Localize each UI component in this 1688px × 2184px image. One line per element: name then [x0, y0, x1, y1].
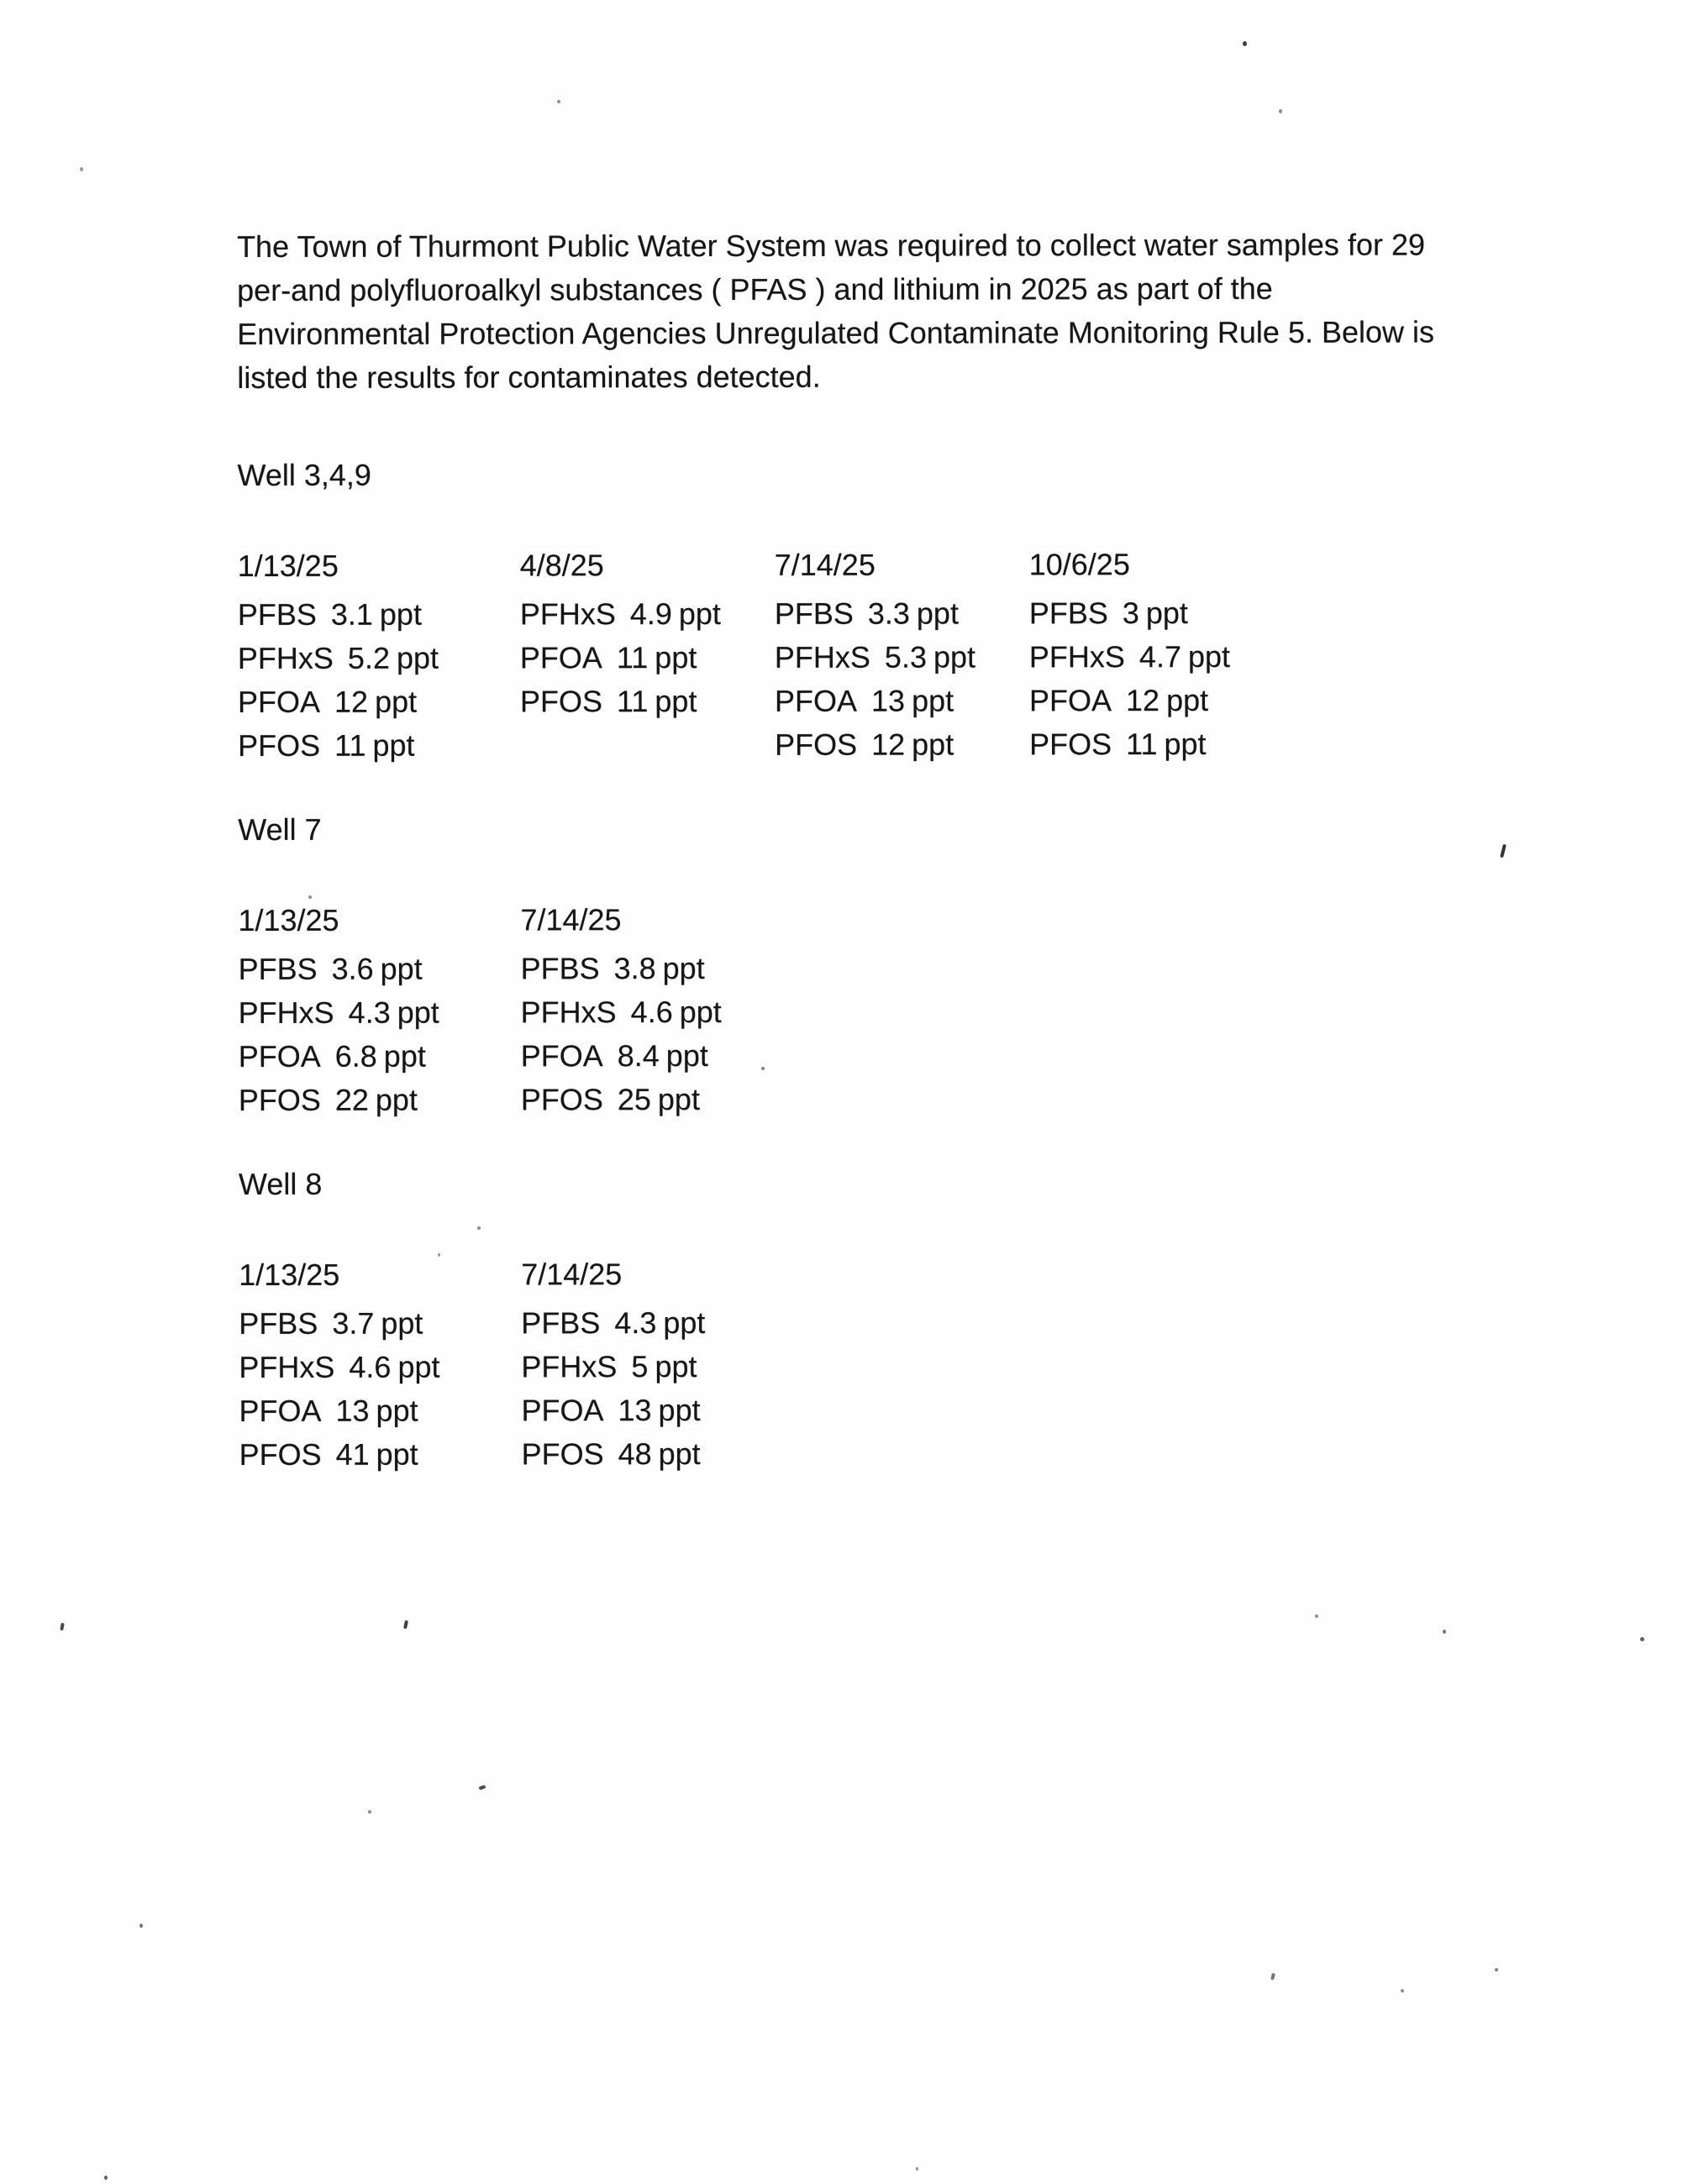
analyte-unit: ppt	[663, 1305, 706, 1341]
analyte-unit: ppt	[379, 596, 422, 632]
result-row	[1029, 679, 1284, 723]
sample-column	[1029, 543, 1284, 767]
analyte-name: PFBS	[520, 951, 600, 986]
analyte-unit: ppt	[912, 683, 954, 718]
analyte-name: PFOA	[520, 1038, 603, 1074]
sample-columns	[238, 542, 1498, 768]
analyte-name: PFHxS	[239, 1349, 335, 1384]
analyte-value: 5	[631, 1349, 649, 1384]
analyte-name: PFOA	[238, 1038, 321, 1074]
analyte-value: 4.9	[629, 596, 672, 632]
analyte-name: PFBS	[238, 951, 318, 986]
analyte-value: 11	[616, 640, 649, 675]
analyte-unit: ppt	[380, 951, 423, 986]
analyte-name: PFHxS	[237, 640, 334, 675]
result-row	[775, 722, 1029, 767]
analyte-unit: ppt	[655, 640, 697, 675]
scan-speck	[479, 1785, 486, 1790]
analyte-value: 3.3	[867, 596, 910, 631]
scan-speck	[1243, 41, 1247, 46]
analyte-unit: ppt	[381, 1305, 423, 1341]
scan-speck	[477, 1226, 481, 1230]
analyte-value: 3.7	[332, 1305, 375, 1341]
analyte-unit: ppt	[655, 684, 697, 719]
result-row	[521, 947, 776, 991]
scan-speck	[557, 100, 560, 103]
analyte-name: PFOA	[774, 683, 858, 718]
result-row	[239, 990, 521, 1035]
scan-speck	[80, 167, 83, 171]
analyte-value: 25	[617, 1082, 651, 1117]
analyte-unit: ppt	[912, 727, 954, 762]
analyte-value: 4.6	[630, 995, 673, 1030]
analyte-name: PFOS	[238, 1082, 321, 1117]
sample-date: 4/8/25	[519, 548, 604, 583]
analyte-unit: ppt	[1166, 682, 1209, 718]
analyte-value: 12	[334, 684, 369, 719]
analyte-name: PFBS	[774, 596, 854, 631]
analyte-value: 4.7	[1138, 639, 1181, 675]
scan-speck	[308, 895, 312, 899]
analyte-unit: ppt	[679, 994, 722, 1030]
analyte-name: PFOS	[521, 1436, 604, 1472]
intro-line: per-and polyfluoroalkyl substances ( PFAS ) and lithium in 2025 as part of the	[237, 270, 1273, 307]
analyte-value: 22	[334, 1082, 369, 1117]
result-row	[520, 592, 775, 637]
sample-columns	[238, 896, 1498, 1122]
sample-date: 7/14/25	[520, 902, 622, 937]
analyte-unit: ppt	[658, 1393, 701, 1428]
result-row	[1029, 635, 1284, 680]
well-section-8	[239, 1160, 1500, 1477]
scan-speck	[104, 2176, 108, 2180]
analyte-unit: ppt	[397, 1349, 440, 1384]
scan-speck	[1315, 1614, 1318, 1618]
analyte-name: PFOS	[775, 727, 858, 762]
analyte-value: 4.3	[614, 1305, 657, 1341]
result-row	[239, 1432, 522, 1477]
scan-speck	[1443, 1630, 1446, 1634]
analyte-name: PFOA	[237, 684, 321, 719]
scan-speck	[139, 1924, 143, 1928]
analyte-name: PFBS	[237, 596, 317, 632]
sample-columns	[239, 1251, 1499, 1477]
result-row	[775, 679, 1029, 723]
result-row	[520, 636, 775, 680]
analyte-name: PFBS	[1028, 596, 1108, 631]
intro-line: listed the results for contaminates detected.	[237, 359, 821, 395]
sample-date: 7/14/25	[521, 1257, 623, 1292]
analyte-unit: ppt	[376, 1393, 418, 1428]
analyte-name: PFBS	[521, 1305, 601, 1341]
analyte-value: 41	[335, 1436, 370, 1472]
analyte-value: 3.8	[613, 951, 656, 986]
result-row	[521, 990, 776, 1035]
result-row	[775, 635, 1029, 680]
analyte-value: 12	[1125, 683, 1160, 718]
analyte-value: 3.1	[330, 596, 373, 632]
analyte-name: PFHxS	[520, 995, 617, 1030]
result-row	[520, 680, 775, 724]
analyte-unit: ppt	[655, 1349, 697, 1384]
scan-speck	[916, 2167, 918, 2171]
analyte-value: 5.2	[347, 640, 390, 675]
sample-column	[775, 543, 1029, 767]
analyte-unit: ppt	[662, 951, 705, 986]
analyte-value: 11	[616, 684, 649, 719]
analyte-name: PFHxS	[521, 1349, 618, 1384]
sample-column	[238, 543, 520, 768]
analyte-name: PFOS	[239, 1436, 322, 1472]
analyte-value: 3	[1122, 596, 1139, 631]
sample-date: 1/13/25	[239, 1257, 340, 1292]
intro-line: The Town of Thurmont Public Water System was required to collect water samples for 29	[237, 227, 1426, 264]
intro-line: Environmental Protection Agencies Unregulated Contaminate Monitoring Rule 5. Below is	[237, 314, 1435, 351]
result-row	[521, 1078, 776, 1122]
result-row	[238, 592, 520, 637]
result-row	[238, 723, 520, 768]
sample-date: 1/13/25	[237, 548, 339, 583]
scan-speck	[1500, 844, 1507, 858]
analyte-value: 4.3	[348, 995, 391, 1030]
analyte-name: PFOS	[238, 727, 321, 763]
scan-speck	[479, 375, 481, 378]
analyte-unit: ppt	[376, 1436, 418, 1472]
analyte-value: 48	[618, 1436, 652, 1472]
result-row	[1029, 722, 1284, 767]
analyte-name: PFOS	[520, 1082, 603, 1117]
analyte-value: 3.6	[331, 951, 374, 986]
sample-date: 1/13/25	[238, 902, 339, 937]
analyte-name: PFOA	[519, 640, 602, 675]
analyte-name: PFOS	[519, 684, 603, 719]
analyte-name: PFOA	[1028, 683, 1112, 718]
result-row	[239, 1345, 521, 1389]
analyte-unit: ppt	[397, 995, 439, 1030]
result-row	[239, 1301, 521, 1346]
analyte-value: 6.8	[334, 1038, 377, 1074]
analyte-unit: ppt	[396, 640, 439, 675]
sample-column	[520, 898, 775, 1122]
scan-speck	[438, 1253, 440, 1257]
well-section-7	[238, 806, 1499, 1122]
result-row	[238, 636, 520, 680]
analyte-name: PFHxS	[774, 639, 870, 675]
analyte-unit: ppt	[1187, 638, 1231, 675]
analyte-name: PFBS	[239, 1305, 318, 1341]
well-title: Well 3,4,9	[237, 457, 371, 492]
result-row	[521, 1034, 776, 1079]
result-row	[239, 1034, 521, 1079]
scan-speck	[1279, 109, 1282, 113]
analyte-value: 13	[870, 683, 906, 718]
document-content	[237, 223, 1500, 1517]
analyte-unit: ppt	[916, 596, 959, 631]
sample-date: 7/14/25	[774, 547, 876, 582]
analyte-value: 11	[1126, 727, 1158, 762]
well-title: Well 8	[238, 1166, 323, 1201]
well-section-3-4-9	[237, 451, 1498, 768]
scan-speck	[1270, 1973, 1275, 1981]
result-row	[775, 591, 1029, 636]
scan-speck	[368, 1810, 371, 1814]
analyte-name: PFOS	[1029, 727, 1112, 762]
analyte-unit: ppt	[678, 596, 721, 632]
result-row	[238, 680, 520, 724]
scan-speck	[403, 1620, 408, 1630]
analyte-name: PFOA	[521, 1393, 604, 1428]
analyte-name: PFHxS	[1028, 639, 1125, 675]
scan-speck	[1640, 1637, 1644, 1641]
analyte-unit: ppt	[933, 639, 976, 675]
analyte-name: PFHxS	[519, 596, 616, 632]
analyte-name: PFHxS	[238, 995, 334, 1030]
analyte-unit: ppt	[375, 1082, 418, 1117]
analyte-value: 11	[334, 727, 366, 763]
analyte-unit: ppt	[1145, 596, 1188, 631]
sample-column	[238, 898, 520, 1122]
sample-column	[520, 543, 775, 724]
analyte-value: 5.3	[884, 639, 927, 675]
analyte-unit: ppt	[665, 1038, 708, 1074]
sample-date: 10/6/25	[1028, 547, 1130, 582]
analyte-value: 13	[618, 1393, 652, 1428]
result-row	[239, 1389, 521, 1433]
scan-speck	[60, 1623, 65, 1631]
result-row	[522, 1432, 776, 1477]
result-row	[239, 1078, 521, 1122]
result-row	[1029, 591, 1284, 636]
analyte-unit: ppt	[383, 1038, 426, 1074]
analyte-unit: ppt	[375, 684, 418, 719]
scan-speck	[1401, 1989, 1404, 1992]
analyte-unit: ppt	[657, 1082, 700, 1117]
intro-paragraph	[237, 223, 1497, 400]
scan-speck	[761, 1067, 765, 1070]
analyte-value: 4.6	[349, 1349, 392, 1384]
analyte-value: 8.4	[617, 1038, 660, 1074]
analyte-value: 13	[335, 1393, 370, 1428]
result-row	[521, 1345, 776, 1389]
result-row	[521, 1301, 776, 1346]
sample-column	[521, 1252, 776, 1477]
analyte-unit: ppt	[658, 1436, 701, 1472]
analyte-unit: ppt	[372, 727, 415, 763]
analyte-value: 12	[871, 727, 906, 762]
sample-column	[239, 1252, 521, 1477]
result-row	[521, 1389, 776, 1433]
scan-speck	[1495, 1968, 1498, 1971]
result-row	[239, 947, 521, 991]
analyte-unit: ppt	[1164, 726, 1207, 762]
well-title: Well 7	[238, 811, 322, 847]
analyte-name: PFOA	[239, 1393, 322, 1428]
